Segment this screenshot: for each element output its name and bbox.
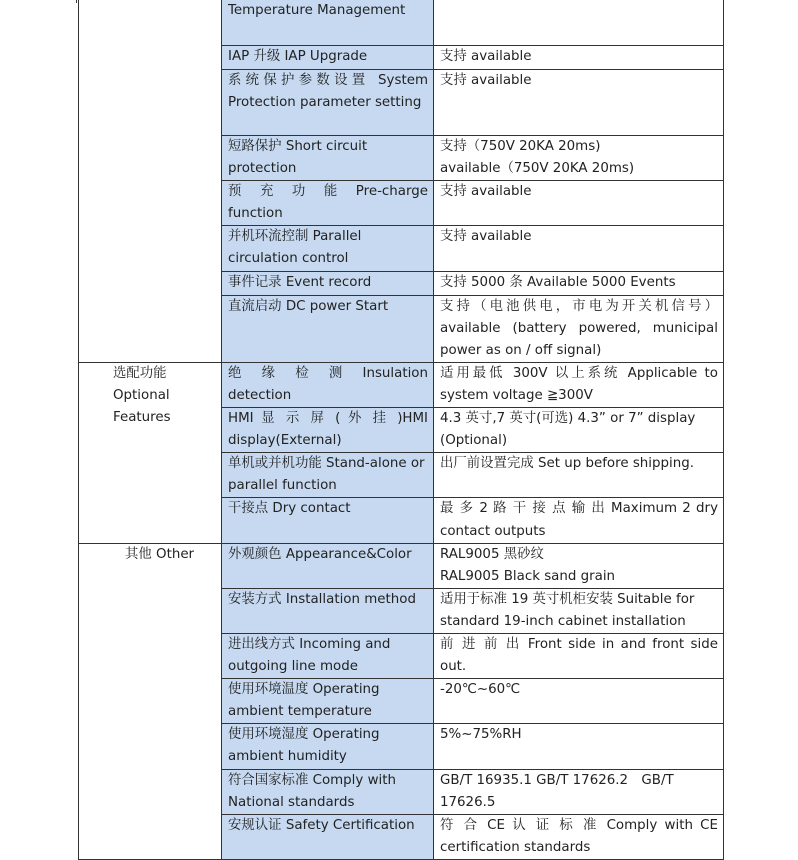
feature-label: 单机或并机功能 Stand-alone or parallel function [228, 456, 425, 494]
value-text: 支持（750V 20KA 20ms) [440, 139, 601, 154]
value-text: 支持（电池供电，市电为开关机信号）available (battery powered, municipal power as on / off signal) [440, 298, 718, 358]
feature-label: Temperature Management [228, 3, 406, 18]
feature-label: 系统保护参数设置 System Protection parameter setting [228, 73, 428, 111]
value-text: 4.3 英寸,7 英寸(可选) 4.3” or 7” display (Optional) [440, 411, 696, 449]
value-text: 前 进 前 出 Front side in and front side out. [440, 636, 718, 675]
value-text: 符 合 CE 认 证 标 准 Comply with CE certification standards [440, 817, 718, 855]
value-cell [434, 181, 724, 226]
category-cell-other [79, 543, 222, 859]
value-text: 支持 available [440, 73, 532, 88]
page-corner-mark [76, 0, 77, 3]
category-label: Features [113, 410, 171, 426]
value-cell [434, 136, 724, 181]
value-cell [434, 543, 724, 588]
value-cell [434, 295, 724, 362]
value-cell [434, 46, 724, 70]
value-cell [434, 0, 724, 46]
feature-cell [222, 271, 434, 295]
feature-cell [222, 769, 434, 814]
feature-cell [222, 453, 434, 498]
table-row [79, 543, 724, 588]
category-label: 选配功能 [113, 365, 167, 381]
feature-cell [222, 46, 434, 70]
feature-label: 外观颜色 Appearance&Color [228, 546, 412, 562]
feature-cell [222, 295, 434, 362]
feature-cell [222, 588, 434, 633]
value-cell [434, 408, 724, 453]
value-text: 适用于标准 19 英寸机柜安装 Suitable for standard 19-inch cabinet installation [440, 591, 695, 629]
feature-cell [222, 362, 434, 407]
value-cell [434, 633, 724, 678]
value-cell [434, 724, 724, 769]
feature-cell [222, 633, 434, 678]
value-cell [434, 814, 724, 859]
table-row [79, 0, 724, 46]
feature-cell [222, 0, 434, 46]
value-text: available（750V 20KA 20ms) [440, 161, 635, 177]
category-label: 其他 Other [125, 546, 195, 562]
feature-label: IAP 升级 IAP Upgrade [228, 49, 368, 64]
value-cell [434, 271, 724, 295]
value-cell [434, 226, 724, 271]
value-text: 最 多 2 路 干 接 点 输 出 Maximum 2 dry contact outputs [440, 501, 718, 539]
table-row [79, 362, 724, 407]
feature-label: 安规认证 Safety Certification [228, 817, 415, 833]
feature-cell [222, 70, 434, 136]
feature-label: 直流启动 DC power Start [228, 298, 389, 314]
category-cell-general [79, 0, 222, 362]
value-text: RAL9005 Black sand grain [440, 568, 616, 584]
feature-label: 事件记录 Event record [228, 274, 372, 290]
value-cell [434, 70, 724, 136]
value-cell [434, 498, 724, 543]
value-text: 支持 available [440, 184, 532, 200]
spec-table [78, 0, 724, 860]
feature-cell [222, 543, 434, 588]
feature-label: HMI 显 示 屏 ( 外 挂 )HMI display(External) [228, 411, 428, 449]
feature-cell [222, 181, 434, 226]
feature-cell [222, 498, 434, 543]
value-text: 支持 available [440, 229, 532, 245]
feature-cell [222, 724, 434, 769]
feature-cell [222, 226, 434, 271]
value-text: RAL9005 黑砂纹 [440, 546, 544, 562]
value-cell [434, 769, 724, 814]
feature-label: 使用环境温度 Operating ambient temperature [228, 682, 380, 720]
value-text: 适用最低 300V 以上系统 Applicable to system voltage ≧300V [440, 365, 718, 403]
feature-label: 预 充 功 能 Pre-charge function [228, 184, 428, 222]
value-cell [434, 588, 724, 633]
value-text: 支持 available [440, 49, 532, 64]
feature-label: 安装方式 Installation method [228, 591, 416, 607]
feature-cell [222, 408, 434, 453]
value-text: -20℃~60℃ [440, 682, 521, 698]
value-text: 支持 5000 条 Available 5000 Events [440, 274, 676, 290]
feature-cell [222, 136, 434, 181]
category-cell-optional [79, 362, 222, 543]
value-text: 出厂前设置完成 Set up before shipping. [440, 456, 694, 472]
value-cell [434, 362, 724, 407]
feature-cell [222, 814, 434, 859]
feature-label: 并机环流控制 Parallel circulation control [228, 229, 362, 267]
value-text: 5%~75%RH [440, 727, 522, 743]
feature-label: 绝 缘 检 测 Insulation detection [228, 365, 428, 403]
feature-label: 符合国家标准 Comply with National standards [228, 772, 396, 810]
value-cell [434, 679, 724, 724]
value-text: GB/T 16935.1 GB/T 17626.2 GB/T 17626.5 [440, 772, 674, 810]
feature-label: 使用环境湿度 Operating ambient humidity [228, 727, 380, 765]
category-label: Optional [113, 387, 170, 403]
value-cell [434, 453, 724, 498]
feature-label: 短路保护 Short circuit protection [228, 139, 368, 177]
feature-label: 进出线方式 Incoming and outgoing line mode [228, 636, 391, 675]
feature-cell [222, 679, 434, 724]
feature-label: 干接点 Dry contact [228, 501, 351, 517]
